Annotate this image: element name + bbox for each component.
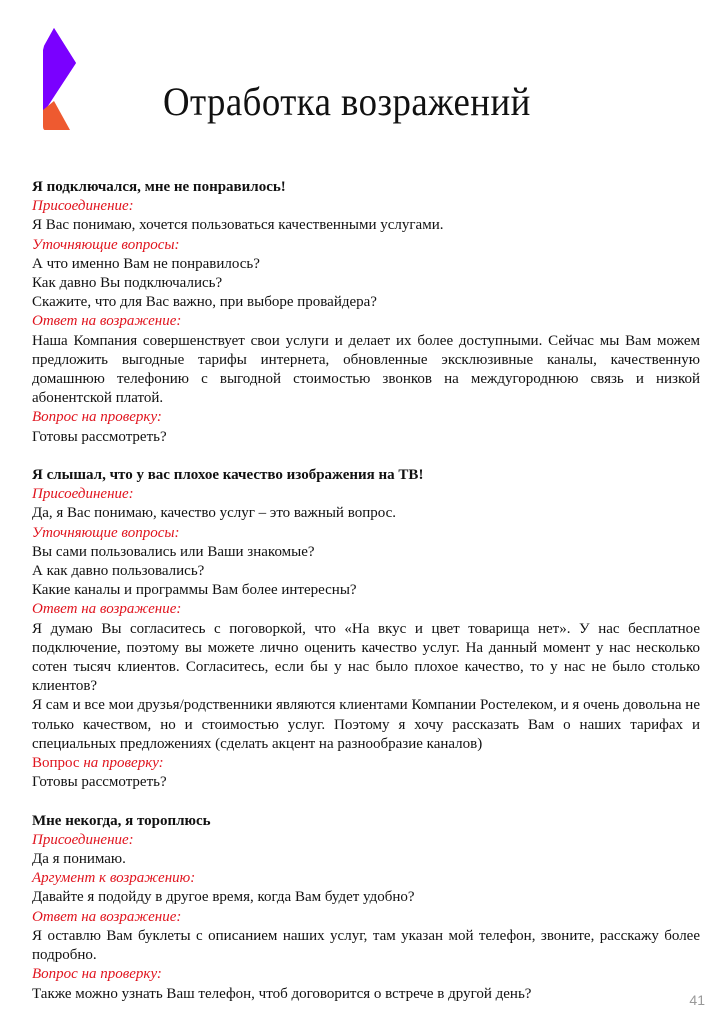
body-text: Какие каналы и программы Вам более интересны?: [32, 582, 357, 599]
body-text: Как давно Вы подключались?: [32, 275, 223, 292]
section-label: [32, 197, 700, 216]
objection-heading: Я слышал, что у вас плохое качество изображения на ТВ!: [32, 467, 424, 484]
body-text: Да, я Вас понимаю, качество услуг – это важный вопрос.: [32, 505, 396, 522]
body-text: Готовы рассмотреть?: [32, 428, 167, 445]
objection-heading: Мне некогда, я тороплюсь: [32, 812, 211, 829]
label-italic-part: Вопрос на проверку:: [32, 966, 162, 983]
objection-section: [32, 466, 700, 792]
label-italic-part: Ответ на возражение:: [32, 601, 182, 618]
label-italic-part: Присоединение:: [32, 486, 134, 503]
body-text: Также можно узнать Ваш телефон, чтоб договорится о встрече в другой день?: [32, 985, 532, 1002]
label-italic-part: Вопрос на проверку:: [32, 409, 162, 426]
body-text: Наша Компания совершенствует свои услуги и делает их более доступными. Сейчас мы Вам можем предложить выгодные тарифы интернета, обновленные эксклюзивные каналы, качественную домашнюю телефонию с выгодной стоимостью звонков на междугороднюю связь и низкой абонентской платой.: [32, 332, 700, 407]
page-title: Отработка возражений: [163, 79, 531, 124]
body-text: Скажите, что для Вас важно, при выборе провайдера?: [32, 294, 377, 311]
label-italic-part: Ответ на возражение:: [32, 313, 182, 330]
section-label: [32, 600, 700, 619]
body-text: Готовы рассмотреть?: [32, 774, 167, 791]
body-text: Я Вас понимаю, хочется пользоваться качественными услугами.: [32, 217, 444, 234]
section-label: [32, 312, 700, 331]
body-text: А что именно Вам не понравилось?: [32, 255, 260, 272]
objections-content: [32, 178, 700, 1023]
section-label: [32, 485, 700, 504]
objection-section: [32, 178, 700, 447]
objection-section: [32, 812, 700, 1004]
page-number: 41: [689, 992, 705, 1008]
section-label: [32, 869, 700, 888]
section-label: [32, 965, 700, 984]
section-label: [32, 754, 700, 773]
label-italic-part: Уточняющие вопросы:: [32, 236, 180, 253]
body-text: Давайте я подойду в другое время, когда Вам будет удобно?: [32, 889, 415, 906]
label-italic-part: Присоединение:: [32, 198, 134, 215]
section-label: [32, 408, 700, 427]
body-text: А как давно пользовались?: [32, 563, 205, 580]
label-italic-part: Присоединение:: [32, 831, 134, 848]
body-text: Я думаю Вы согласитесь с поговоркой, что «На вкус и цвет товарища нет». У нас бесплатное подключение, поэтому вы можете лично оценить качество услуг. На данный момент у нас несколько сотен тысяч клиентов. Согласитесь, если бы у нас было плохое качество, то у нас не было столько клиентов?: [32, 620, 700, 695]
objection-heading: Я подключался, мне не понравилось!: [32, 179, 286, 195]
body-text: Я сам и все мои друзья/родственники являются клиентами Компании Ростелеком, и я очень довольна не только качеством, но и стоимостью услуг. Поэтому я хочу рассказать Вам о наших тарифах и специальных предложениях (сделать акцент на разнообразие каналов): [32, 697, 700, 752]
section-label: [32, 524, 700, 543]
section-label: [32, 236, 700, 255]
body-text: Да я понимаю.: [32, 851, 126, 868]
section-label: [32, 831, 700, 850]
rostelecom-logo-icon: [40, 28, 76, 132]
label-italic-part: на проверку:: [83, 755, 164, 772]
body-text: Вы сами пользовались или Ваши знакомые?: [32, 543, 315, 560]
label-italic-part: Уточняющие вопросы:: [32, 524, 180, 541]
body-text: Я оставлю Вам буклеты с описанием наших услуг, там указан мой телефон, звоните, расскажу более подробно.: [32, 927, 700, 964]
label-italic-part: Аргумент к возражению:: [32, 870, 196, 887]
section-label: [32, 908, 700, 927]
label-italic-part: Ответ на возражение:: [32, 908, 182, 925]
label-plain-part: Вопрос: [32, 755, 84, 772]
